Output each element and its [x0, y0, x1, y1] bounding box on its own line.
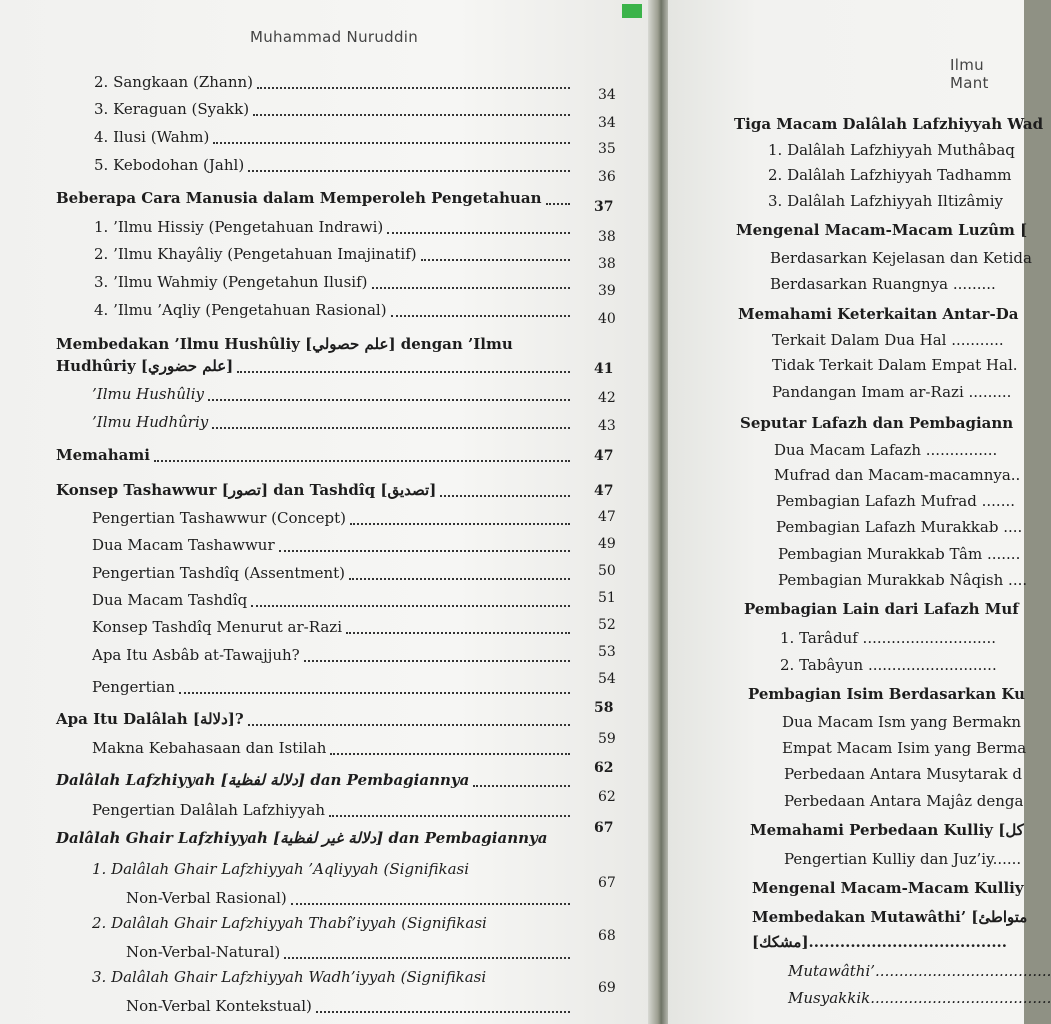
dot-leader [350, 523, 570, 525]
toc-entry [94, 125, 570, 147]
toc-entry-title: Apa Itu Dalâlah [دلالة]? [56, 710, 244, 728]
toc-entry-title: Non-Verbal Kontekstual) [126, 997, 312, 1015]
toc-entry [126, 940, 570, 962]
toc-entry [94, 298, 570, 320]
toc-page-number: 42 [598, 390, 616, 406]
toc-page-number: 38 [598, 229, 616, 245]
toc-entry-title: 1. Tarâduf ............................ [780, 629, 997, 647]
toc-entry [776, 489, 1028, 511]
toc-entry-title: Pengertian Kulliy dan Juz’iy...... [784, 850, 1022, 868]
toc-entry [56, 768, 570, 790]
toc-entry [750, 818, 1028, 840]
toc-entry-title: 2. Dalâlah Ghair Lafzhiyyah Thabî’iyyah (Signifikasi [92, 914, 487, 932]
dot-leader [279, 550, 570, 552]
toc-page-number: 47 [598, 509, 616, 525]
toc-entry-title: Musyakkik...................................... [788, 989, 1051, 1007]
toc-entry-title: Mengenal Macam-Macam Kulliy [752, 879, 1024, 897]
toc-entry [94, 270, 570, 292]
toc-entry [782, 710, 1028, 732]
toc-entry-title: Membedakan ’Ilmu Hushûliy [علم حصولي] dengan ’Ilmu [56, 335, 513, 353]
toc-entry [788, 986, 1051, 1008]
toc-entry-title: Konsep Tashdîq Menurut ar-Razi [92, 618, 342, 636]
toc-page-number: 69 [598, 980, 616, 996]
toc-page-number: 34 [598, 115, 616, 131]
toc-page-number: 47 [594, 483, 614, 499]
toc-entry [784, 847, 1028, 869]
toc-entry-title: Memahami Keterkaitan Antar-Da [738, 305, 1019, 323]
toc-entry [92, 643, 570, 665]
toc-entry-title: Empat Macam Isim yang Berma [782, 739, 1027, 757]
toc-entry [774, 463, 1028, 485]
toc-entry [738, 302, 1028, 324]
toc-entry-title: Memahami Perbedaan Kulliy [كل [750, 821, 1024, 839]
toc-entry [768, 189, 1028, 211]
toc-entry-title: Tidak Terkait Dalam Empat Hal. [772, 356, 1018, 374]
toc-entry [770, 272, 1028, 294]
dot-leader [248, 724, 570, 726]
toc-entry [56, 443, 570, 465]
toc-entry-title: 5. Kebodohan (Jahl) [94, 156, 245, 174]
toc-entry-title: Membedakan Mutawâthi’ [متواطئ [752, 908, 1028, 926]
toc-page-number: 40 [598, 311, 616, 327]
toc-entry-title: Perbedaan Antara Musytarak d [784, 765, 1022, 783]
toc-entry [768, 163, 1028, 185]
dot-leader [284, 957, 570, 959]
dot-leader [304, 660, 570, 662]
toc-entry-title: Berdasarkan Ruangnya ......... [770, 275, 996, 293]
toc-page-number: 34 [598, 87, 616, 103]
toc-page-number: 68 [598, 928, 616, 944]
toc-entry [92, 965, 570, 987]
toc-entry-title: Pengertian Dalâlah Lafzhiyyah [92, 801, 326, 819]
dot-leader [212, 427, 570, 429]
toc-entry-title: Perbedaan Antara Majâz denga [784, 792, 1024, 810]
toc-entry-title: 1. Dalâlah Lafzhiyyah Muthâbaq [768, 141, 1015, 159]
toc-entry [92, 533, 570, 555]
toc-entry [784, 789, 1028, 811]
toc-entry-title: Pembagian Lafazh Murakkab .... [776, 518, 1023, 536]
toc-entry [752, 905, 1028, 927]
toc-entry [772, 380, 1028, 402]
dot-leader [387, 232, 570, 234]
toc-entry-title: Pembagian Lain dari Lafazh Muf [744, 600, 1019, 618]
toc-entry [92, 615, 570, 637]
toc-entry-title: Dalâlah Lafzhiyyah [دلالة لفظية] dan Pembagiannya [56, 771, 470, 789]
toc-page-number: 49 [598, 536, 616, 552]
toc-entry-title: 1. ’Ilmu Hissiy (Pengetahuan Indrawi) [94, 218, 384, 236]
toc-entry [94, 215, 570, 237]
dot-leader [329, 815, 570, 817]
toc-page-number: 62 [594, 760, 614, 776]
toc-page-number: 62 [598, 789, 616, 805]
bookmark-ribbon [622, 4, 642, 18]
toc-page-number: 43 [598, 418, 616, 434]
book-gutter [648, 0, 670, 1024]
toc-entry-title: Mutawâthi’..................................... [788, 962, 1051, 980]
dot-leader [546, 203, 570, 205]
toc-entry [736, 218, 1028, 240]
toc-entry-title: Mengenal Macam-Macam Luzûm [ [736, 221, 1028, 239]
toc-entry-title: Pengertian Tashawwur (Concept) [92, 509, 346, 527]
dot-leader [391, 315, 570, 317]
toc-entry [92, 675, 570, 697]
toc-entry [788, 959, 1051, 981]
dot-leader [208, 399, 570, 401]
toc-entry-title: Pengertian [92, 678, 176, 696]
toc-entry-title: Mufrad dan Macam-macamnya.. [774, 466, 1021, 484]
toc-entry [126, 886, 570, 908]
dot-leader [253, 114, 570, 116]
toc-page-number: 67 [598, 875, 616, 891]
toc-page-number: 52 [598, 617, 616, 633]
toc-entry [94, 153, 570, 175]
toc-entry [94, 70, 570, 92]
toc-page-number: 41 [594, 361, 614, 377]
toc-entry-title: 2. Sangkaan (Zhann) [94, 73, 254, 91]
toc-page-number: 37 [594, 199, 614, 215]
toc-entry-title: Makna Kebahasaan dan Istilah [92, 739, 327, 757]
toc-entry-title: 3. Keraguan (Syakk) [94, 100, 250, 118]
toc-entry-title: Konsep Tashawwur [تصور] dan Tashdîq [تصديق] [56, 481, 437, 499]
toc-entry [774, 438, 1028, 460]
toc-entry-title: 2. Tabâyun ........................... [780, 656, 997, 674]
dot-leader [372, 287, 571, 289]
toc-entry [784, 762, 1028, 784]
toc-entry-title: Pembagian Lafazh Mufrad ....... [776, 492, 1015, 510]
toc-entry-title: 2. Dalâlah Lafzhiyyah Tadhamm [768, 166, 1012, 184]
toc-entry [744, 597, 1028, 619]
toc-entry-title: Dua Macam Lafazh ............... [774, 441, 998, 459]
toc-entry-title: Dua Macam Ism yang Bermakn [782, 713, 1022, 731]
toc-page-number: 51 [598, 590, 616, 606]
toc-entry-title: Pembagian Murakkab Tâm ....... [778, 545, 1021, 563]
toc-entry-title: ’Ilmu Hushûliy [92, 385, 204, 403]
toc-entry-title: Pengertian Tashdîq (Assentment) [92, 564, 346, 582]
toc-entry-title: [مشكك]...................................... [752, 933, 1007, 951]
toc-entry-title: 3. Dalâlah Ghair Lafzhiyyah Wadh’iyyah (Signifikasi [92, 968, 487, 986]
toc-page-number: 38 [598, 256, 616, 272]
toc-entry-title: 2. ’Ilmu Khayâliy (Pengetahuan Imajinatif) [94, 245, 417, 263]
toc-entry [734, 112, 1044, 134]
dot-leader [251, 605, 570, 607]
toc-entry-title: Non-Verbal-Natural) [126, 943, 281, 961]
toc-page-number: 36 [598, 169, 616, 185]
toc-entry [770, 246, 1032, 268]
toc-entry-title: 4. Ilusi (Wahm) [94, 128, 210, 146]
toc-entry-title: ’Ilmu Hudhûriy [92, 413, 209, 431]
toc-entry [778, 542, 1028, 564]
dot-leader [440, 495, 570, 497]
dot-leader [237, 371, 570, 373]
toc-page-number: 53 [598, 644, 616, 660]
dot-leader [213, 142, 570, 144]
toc-entry [740, 411, 1028, 433]
toc-entry [782, 736, 1028, 758]
toc-entry-title: Dua Macam Tashawwur [92, 536, 275, 554]
toc-entry [772, 353, 1028, 375]
dot-leader [473, 785, 570, 787]
toc-entry [56, 826, 570, 848]
toc-page-number: 59 [598, 731, 616, 747]
toc-page-number: 50 [598, 563, 616, 579]
toc-entry-title: Pembagian Murakkab Nâqish .... [778, 571, 1028, 589]
toc-page-number: 39 [598, 283, 616, 299]
toc-entry [780, 626, 1028, 648]
toc-entry-title: 1. Dalâlah Ghair Lafzhiyyah ’Aqliyyah (Signifikasi [92, 860, 470, 878]
toc-entry [752, 930, 1028, 952]
toc-entry [92, 857, 570, 879]
toc-entry [92, 798, 570, 820]
toc-entry [768, 138, 1028, 160]
running-header-right: Ilmu Mant [950, 56, 989, 92]
toc-entry [56, 186, 570, 208]
toc-entry-title: Dalâlah Ghair Lafzhiyyah [دلالة غير لفظية] dan Pembagiannya [56, 829, 548, 847]
toc-entry [92, 410, 570, 432]
dot-leader [179, 692, 570, 694]
toc-entry [56, 478, 570, 500]
toc-entry [92, 588, 570, 610]
dot-leader [346, 632, 570, 634]
dot-leader [154, 460, 570, 462]
toc-page-number: 35 [598, 141, 616, 157]
toc-entry [748, 682, 1028, 704]
toc-entry [126, 994, 570, 1016]
toc-entry [92, 382, 570, 404]
toc-entry-title: 4. ’Ilmu ’Aqliy (Pengetahuan Rasional) [94, 301, 387, 319]
toc-entry-title: Hudhûriy [علم حضوري] [56, 357, 234, 375]
toc-entry-title: Tiga Macam Dalâlah Lafzhiyyah Wad [734, 115, 1044, 133]
dot-leader [248, 170, 570, 172]
dot-leader [316, 1011, 570, 1013]
toc-entry [94, 97, 570, 119]
toc-entry-title: 3. Dalâlah Lafzhiyyah Iltizâmiy [768, 192, 1003, 210]
toc-entry [56, 354, 570, 376]
dot-leader [421, 259, 570, 261]
toc-entry [92, 506, 570, 528]
toc-entry [92, 561, 570, 583]
dot-leader [349, 578, 570, 580]
dot-leader [330, 753, 570, 755]
toc-entry-title: Memahami [56, 446, 150, 464]
toc-entry [56, 707, 570, 729]
toc-entry-title: Berdasarkan Kejelasan dan Ketida [770, 249, 1032, 267]
toc-entry [752, 876, 1028, 898]
toc-entry-title: Seputar Lafazh dan Pembagiann [740, 414, 1014, 432]
toc-entry [92, 911, 570, 933]
running-header-left: Muhammad Nuruddin [250, 28, 419, 46]
toc-entry [776, 515, 1028, 537]
toc-entry-title: Pandangan Imam ar-Razi ......... [772, 383, 1012, 401]
toc-page-number: 47 [594, 448, 614, 464]
toc-page-number: 67 [594, 820, 614, 836]
toc-entry-title: Beberapa Cara Manusia dalam Memperoleh Pengetahuan [56, 189, 542, 207]
toc-page-number: 54 [598, 671, 616, 687]
toc-entry-title: Dua Macam Tashdîq [92, 591, 248, 609]
toc-entry-title: Pembagian Isim Berdasarkan Ku [748, 685, 1026, 703]
toc-entry-title: Terkait Dalam Dua Hal ........... [772, 331, 1004, 349]
toc-page-number: 58 [594, 700, 614, 716]
toc-entry [778, 568, 1028, 590]
dot-leader [291, 903, 570, 905]
toc-entry-title: 3. ’Ilmu Wahmiy (Pengetahun Ilusif) [94, 273, 368, 291]
dot-leader [257, 87, 570, 89]
toc-entry-title: Apa Itu Asbâb at-Tawajjuh? [92, 646, 300, 664]
toc-entry [92, 736, 570, 758]
toc-entry [56, 332, 570, 354]
toc-entry [94, 242, 570, 264]
right-page [668, 0, 1051, 1024]
toc-entry [780, 653, 1028, 675]
toc-entry [772, 328, 1028, 350]
toc-entry-title: Non-Verbal Rasional) [126, 889, 287, 907]
